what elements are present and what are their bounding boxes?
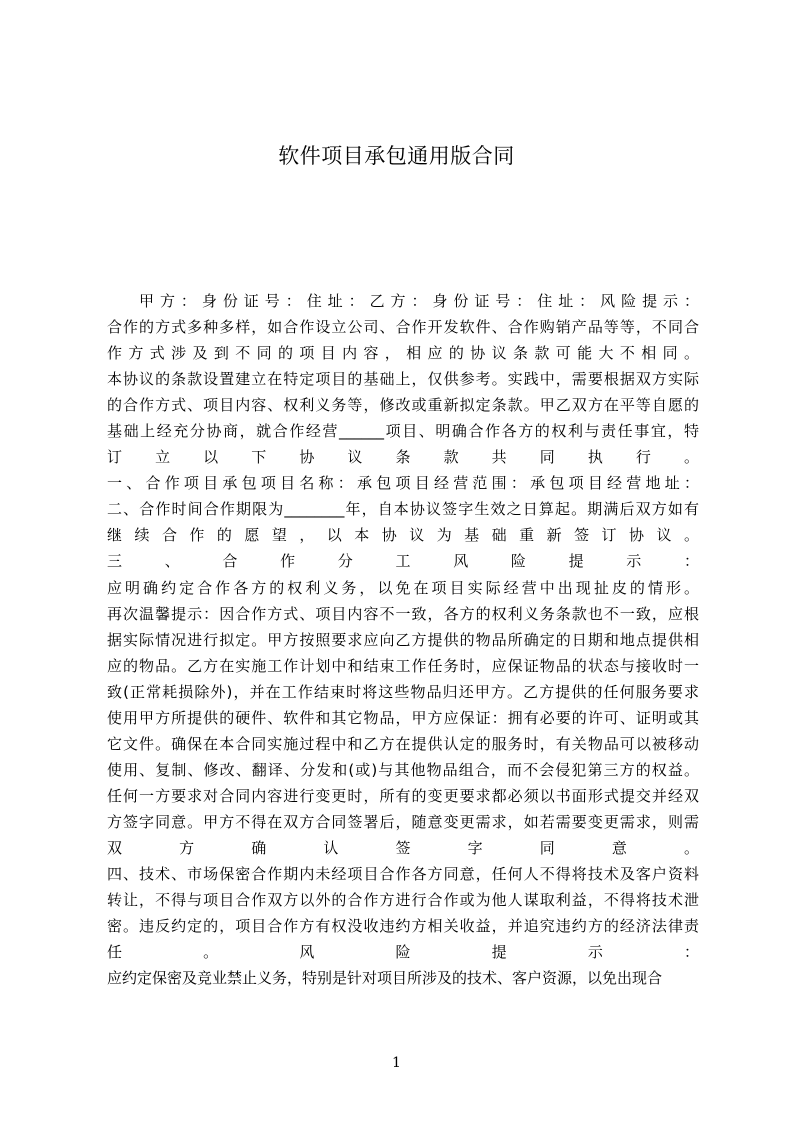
paragraph-line: 二、合作时间合作期限为________年，自本协议签字生效之日算起。期满后双方如有: [107, 500, 699, 519]
paragraph-line: 再次温馨提示：因合作方式、项目内容不一致，各方的权利义务条款也不一致，应根: [107, 604, 699, 623]
paragraph-line: 基础上经充分协商，就合作经营______项目、明确合作各方的权利与责任事宜，特: [107, 422, 699, 441]
paragraph-line: 三、合作分工风险提示：: [107, 552, 699, 571]
paragraph-line: 据实际情况进行拟定。甲方按照要求应向乙方提供的物品所确定的日期和地点提供相: [107, 630, 699, 649]
paragraph-line: 任。风险提示：: [107, 943, 699, 962]
paragraph-line: 继续合作的愿望，以本协议为基础重新签订协议。: [107, 526, 699, 545]
paragraph-line: 应的物品。乙方在实施工作计划中和结束工作任务时，应保证物品的状态与接收时一: [107, 656, 699, 675]
paragraph-line: 应约定保密及竞业禁止义务，特别是针对项目所涉及的技术、客户资源，以免出现合: [107, 969, 663, 988]
contract-body: [107, 288, 699, 991]
paragraph-line: 它文件。确保在本合同实施过程中和乙方在提供认定的服务时，有关物品可以被移动: [107, 734, 699, 753]
paragraph-line: 应明确约定合作各方的权利义务，以免在项目实际经营中出现扯皮的情形。: [107, 578, 699, 597]
paragraph-line: 使用、复制、修改、翻译、分发和(或)与其他物品组合，而不会侵犯第三方的权益。: [107, 760, 699, 779]
paragraph-line: 使用甲方所提供的硬件、软件和其它物品，甲方应保证：拥有必要的许可、证明或其: [107, 708, 699, 727]
paragraph-line: 方签字同意。甲方不得在双方合同签署后，随意变更需求，如若需要变更需求，则需: [107, 812, 699, 831]
paragraph-line: 本协议的条款设置建立在特定项目的基础上，仅供参考。实践中，需要根据双方实际: [107, 370, 699, 389]
paragraph-line: 密。违反约定的，项目合作方有权没收违约方相关收益，并追究违约方的经济法律责: [107, 917, 699, 936]
paragraph-line: 任何一方要求对合同内容进行变更时，所有的变更要求都必须以书面形式提交并经双: [107, 786, 699, 805]
paragraph-line: 合作的方式多种多样，如合作设立公司、合作开发软件、合作购销产品等等，不同合: [107, 318, 699, 337]
paragraph-line: 四、技术、市场保密合作期内未经项目合作各方同意，任何人不得将技术及客户资料: [107, 865, 699, 884]
paragraph-line: 一、合作项目承包项目名称：承包项目经营范围：承包项目经营地址：: [107, 474, 699, 493]
paragraph-line: 作方式涉及到不同的项目内容，相应的协议条款可能大不相同。: [107, 344, 699, 363]
paragraph-line: 转让，不得与项目合作双方以外的合作方进行合作或为他人谋取利益，不得将技术泄: [107, 891, 699, 910]
paragraph-line: 的合作方式、项目内容、权利义务等，修改或重新拟定条款。甲乙双方在平等自愿的: [107, 396, 699, 415]
paragraph-line: 双方确认签字同意。: [107, 838, 699, 857]
document-title: 软件项目承包通用版合同: [278, 144, 515, 168]
paragraph-line: 订立以下协议条款共同执行。: [107, 448, 699, 467]
paragraph-line: 致(正常耗损除外)，并在工作结束时将这些物品归还甲方。乙方提供的任何服务要求: [107, 682, 699, 701]
page-number: 1: [392, 1055, 401, 1071]
paragraph-line: 甲方：身份证号：住址：乙方：身份证号：住址：风险提示：: [139, 292, 699, 310]
